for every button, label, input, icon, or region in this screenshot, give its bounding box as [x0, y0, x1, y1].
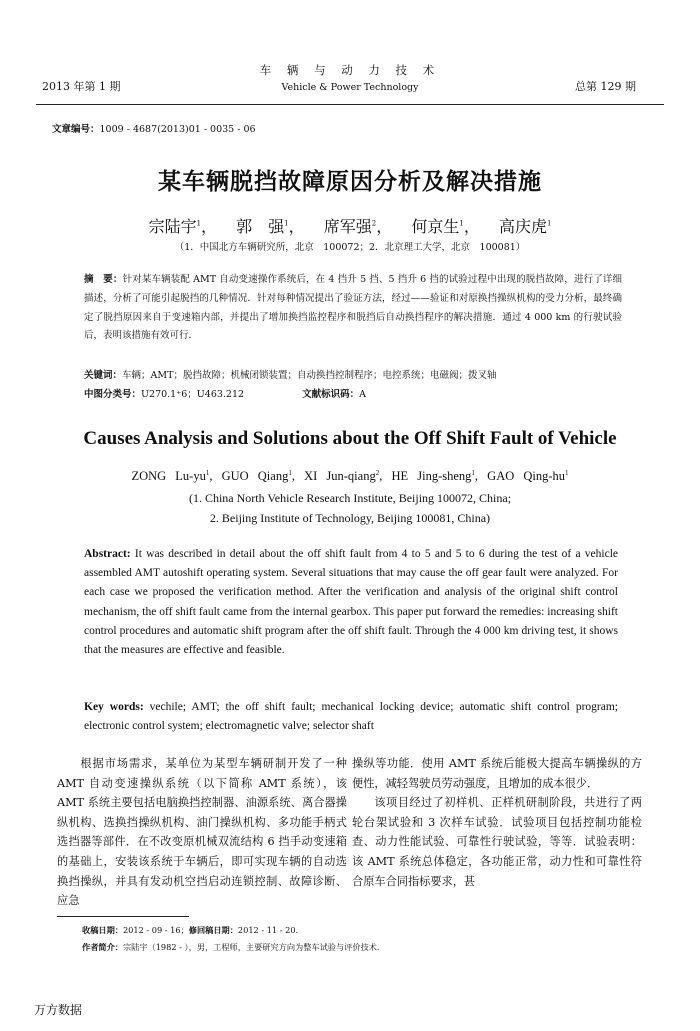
- footnote-author: [82, 942, 385, 953]
- article-number-value: 1009 - 4687(2013)01 - 0035 - 06: [99, 124, 256, 135]
- keywords-en-text: vechile; AMT; the off shift fault; mechanical locking device; automatic shift control program; electronic control system; electromagnetic valve; selector shaft: [84, 701, 618, 733]
- header-divider: [36, 104, 664, 105]
- article-number-label: 文章编号：: [52, 124, 100, 135]
- abstract-en-text: It was described in detail about the off shift fault from 4 to 5 and 5 to 6 during the test of a vehicle assembled AMT autoshift operating system. Several situations that may cause the off gear fault were analyzed. For each case we proposed the verification method. After the verification and analysis of the original shift control mechanism, the off shift fault came from the internal gearbox. This paper put forward the remedies: increasing shift control procedures and automatic shift program after the off shift fault. Through the 4 000 km driving test, it shows that the measures are effective and feasible.: [84, 548, 619, 657]
- keywords-zh: [84, 367, 622, 386]
- clc-label: 中图分类号：: [84, 389, 142, 400]
- author-en: GUO Qiang$^1$,: [221, 469, 295, 484]
- abstract-en-label: Abstract:: [84, 548, 131, 560]
- affiliation-zh: （1．中国北方车辆研究所，北京 100072；2．北京理工大学，北京 100081）: [174, 242, 526, 253]
- article-number: [52, 121, 256, 135]
- received-label: 收稿日期：: [82, 925, 123, 935]
- keywords-en: [84, 698, 618, 736]
- author-zh: 高庆虎$^1$: [498, 217, 552, 236]
- body-column-right: [352, 754, 642, 891]
- affiliation-en-1: (1. China North Vehicle Research Institute, Beijing 100072, China;: [188, 491, 512, 505]
- doc-code-label: 文献标识码：: [302, 389, 360, 400]
- author-en: HE Jing-sheng$^1$,: [391, 469, 479, 484]
- title-en: Causes Analysis and Solutions about the Off Shift Fault of Vehicle: [83, 428, 617, 449]
- author-zh: 郭 强$^1$，: [236, 217, 305, 236]
- author-zh: 何京生$^1$，: [411, 217, 480, 236]
- watermark: 万方数据: [34, 1003, 83, 1017]
- clc-value: U270.1⁺6；U463.212: [141, 389, 245, 400]
- author-bio-label: 作者简介：: [82, 942, 123, 952]
- abstract-zh-label: 摘 要：: [84, 274, 123, 285]
- author-en: XI Jun-qiang$^2$,: [304, 469, 383, 484]
- author-en: ZONG $Lu-yu^1$,: [131, 469, 213, 484]
- author-zh: 席军强$^2$，: [323, 217, 393, 236]
- body-paragraph: 根据市场需求，某单位为某型车辆研制开发了一种 AMT 自动变速操纵系统（以下简称 AMT 系统），该 AMT 系统主要包括电脑换挡控制器、油源系统、离合器操纵机构、选换挡操纵机构、油门操纵机构、多功能手柄式选挡器等部件．在不改变原机械双流结构 6 挡手动变速箱的基础上，安装该系统于车辆后，即可实现车辆的自动选换挡操纵，并具有发动机空挡启动连锁控制、故障诊断、应急: [57, 757, 347, 908]
- author-bio: 宗陆宇（1982 - ），男，工程师，主要研究方向为整车试验与评价技术．: [122, 942, 386, 952]
- classification-line: [84, 386, 622, 405]
- keywords-en-label: Key words:: [84, 701, 144, 713]
- abstract-zh-text: 针对某车辆装配 AMT 自动变速操作系统后，在 4 挡升 5 挡、5 挡升 6 挡的试验过程中出现的脱挡故障，进行了详细描述，分析了可能引起脱挡的几种情况．针对每种情况提出了验证方法，经过——验证和对原换挡操纵机构的受力分析，最终确定了脱挡原因来自于变速箱内部，并提出了增加换挡监控程序和脱挡后自动换挡程序的解决措施．通过 4 000 km 的行驶试验后，表明该措施有效可行．: [84, 274, 622, 342]
- journal-name-cn: 车 辆 与 动 力 技 术: [259, 63, 441, 77]
- body-paragraph: 操纵等功能．使用 AMT 系统后能极大提高车辆操纵的方便性，减轻驾驶员劳动强度，且增加的成本很少．: [352, 757, 642, 790]
- footnote-divider: [57, 916, 189, 917]
- author-en: GAO Qing-$hu^1$: [487, 469, 569, 484]
- total-issue-label: 总第 129 期: [575, 80, 636, 93]
- revised-label: 修回稿日期：: [188, 925, 238, 935]
- authors-en: [0, 469, 700, 484]
- author-zh: 宗陆宇$^1$，: [148, 217, 218, 236]
- footnote-dates: [82, 925, 298, 936]
- body-column-left: [57, 754, 347, 911]
- keywords-zh-text: 车辆；AMT；脱挡故障；机械闭锁装置；自动换挡控制程序；电控系统；电磁阀；拨叉轴: [122, 370, 497, 381]
- abstract-zh: [84, 271, 622, 346]
- keywords-zh-label: 关键词：: [84, 370, 123, 381]
- body-paragraph: 该项目经过了初样机、正样机研制阶段，共进行了两轮台架试验和 3 次样车试验．试验项目包括控制功能检查、动力性能试验、可靠性行驶试验，等等．试验表明：该 AMT 系统总体稳定，各功能正常，动力性和可靠性符合原车合同指标要求，甚: [352, 796, 642, 888]
- journal-name-en: Vehicle & Power Technology: [281, 82, 419, 93]
- title-zh: 某车辆脱挡故障原因分析及解决措施: [158, 169, 542, 195]
- abstract-en: [84, 545, 618, 660]
- received-date: 2012 - 09 - 16；: [122, 925, 189, 935]
- revised-date: 2012 - 11 - 20.: [237, 925, 299, 935]
- authors-zh: [0, 214, 700, 237]
- affiliation-en-2: 2. Beijing Institute of Technology, Beijing 100081, China): [209, 511, 491, 525]
- doc-code-value: A: [359, 389, 366, 400]
- issue-label: 2013 年第 1 期: [42, 80, 121, 93]
